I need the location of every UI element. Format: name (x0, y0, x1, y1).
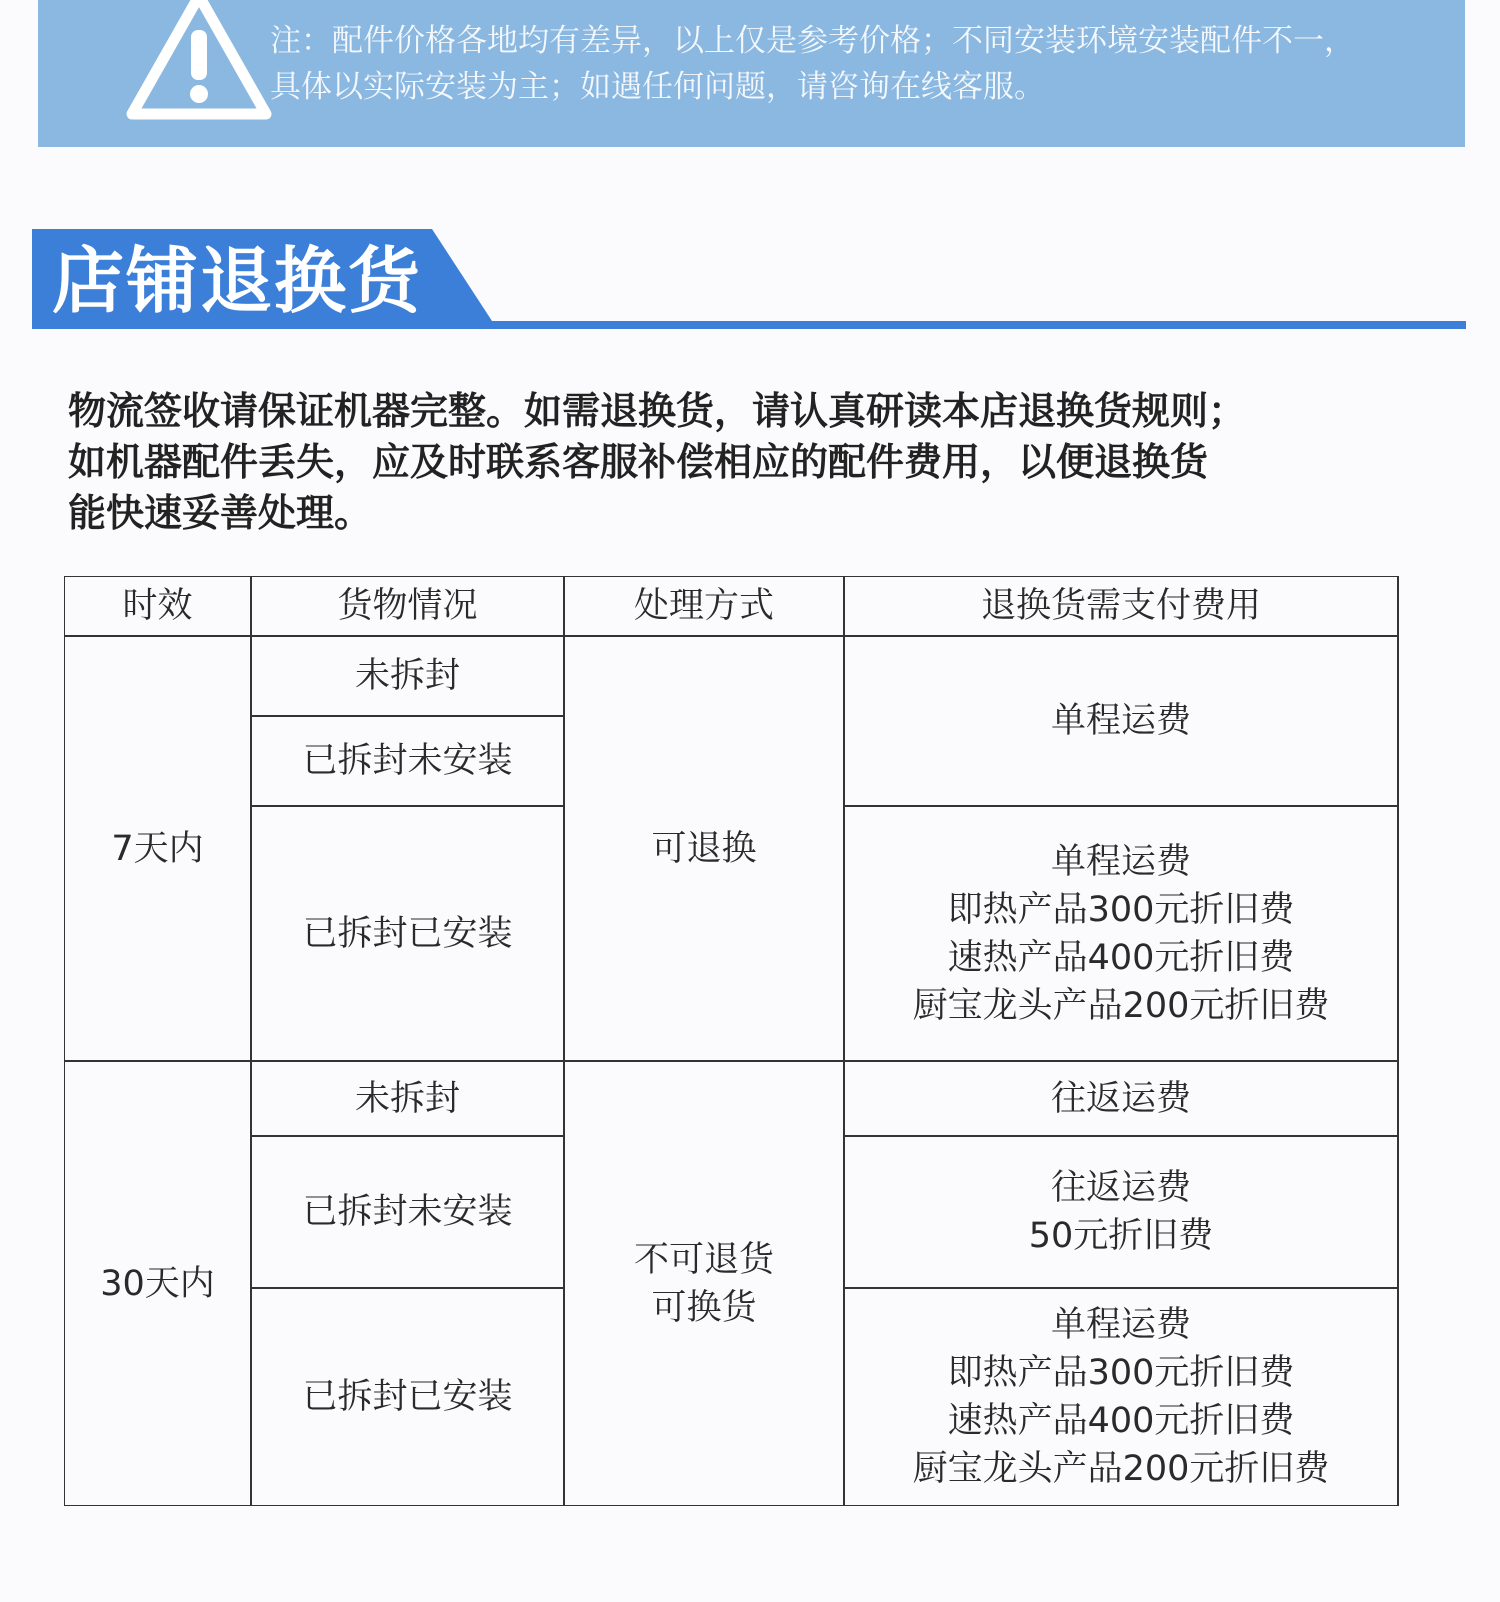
return-policy-table (64, 576, 1427, 1506)
condition-cell-text: 已拆封未安装 (302, 741, 513, 781)
handling-cell-text: 可退换 (651, 828, 757, 869)
intro-line: 物流签收请保证机器完整。如需退换货，请认真研读本店退换货规则； (68, 389, 1247, 433)
fee-cell-text: 往返运费 (1050, 1168, 1191, 1208)
handling-cell-text: 不可退货 (633, 1239, 774, 1280)
condition-cell (251, 716, 564, 806)
condition-cell (251, 1136, 564, 1288)
condition-cell-text: 已拆封未安装 (302, 1192, 513, 1232)
handling-cell (564, 636, 844, 1061)
notice-text (270, 18, 1450, 110)
fee-cell (844, 1288, 1398, 1506)
handling-cell (564, 1061, 844, 1506)
section-title: 店铺退换货 (52, 239, 423, 323)
condition-cell (251, 806, 564, 1061)
condition-cell (251, 1288, 564, 1506)
warning-icon (124, 0, 274, 124)
notice-line: 注：配件价格各地均有差异，以上仅是参考价格；不同安装环境安装配件不一， (270, 23, 1355, 59)
fee-cell-text: 往返运费 (1050, 1078, 1191, 1119)
fee-cell-text: 单程运费 (1050, 701, 1191, 741)
fee-cell (844, 1061, 1398, 1136)
period-cell (64, 636, 251, 1061)
header-fee (844, 576, 1398, 636)
intro-line: 能快速妥善处理。 (68, 491, 373, 535)
fee-cell-text: 即热产品300元折旧费 (947, 889, 1295, 930)
period-cell-text: 7天内 (111, 828, 204, 869)
header-period (64, 576, 251, 636)
intro-line: 如机器配件丢失，应及时联系客服补偿相应的配件费用，以便退换货 (68, 440, 1209, 484)
handling-cell-text: 可换货 (651, 1287, 757, 1328)
fee-cell-text: 单程运费 (1050, 841, 1191, 882)
fee-cell (844, 636, 1398, 806)
fee-cell-text: 即热产品300元折旧费 (947, 1353, 1295, 1393)
header-period-text: 时效 (122, 586, 193, 626)
condition-cell-text: 未拆封 (354, 656, 460, 696)
header-fee-text: 退换货需支付费用 (980, 586, 1261, 626)
fee-cell-text: 厨宝龙头产品200元折旧费 (912, 985, 1330, 1026)
header-handling-text: 处理方式 (633, 586, 774, 626)
fee-cell-text: 速热产品400元折旧费 (947, 937, 1295, 978)
header-condition (251, 576, 564, 636)
fee-cell-text: 速热产品400元折旧费 (947, 1401, 1295, 1441)
condition-cell-text: 未拆封 (354, 1078, 460, 1119)
header-condition-text: 货物情况 (337, 586, 478, 626)
condition-cell (251, 1061, 564, 1136)
header-handling (564, 576, 844, 636)
period-cell (64, 1061, 251, 1506)
condition-cell (251, 636, 564, 716)
fee-cell-text: 厨宝龙头产品200元折旧费 (912, 1449, 1330, 1489)
notice-line: 具体以实际安装为主；如遇任何问题，请咨询在线客服。 (270, 69, 1045, 105)
intro-paragraph (68, 386, 1428, 539)
fee-cell-text: 50元折旧费 (1028, 1216, 1214, 1256)
condition-cell-text: 已拆封已安装 (302, 913, 513, 954)
condition-cell-text: 已拆封已安装 (302, 1377, 513, 1417)
period-cell-text: 30天内 (100, 1263, 215, 1304)
fee-cell (844, 806, 1398, 1061)
fee-cell (844, 1136, 1398, 1288)
fee-cell-text: 单程运费 (1050, 1305, 1191, 1345)
